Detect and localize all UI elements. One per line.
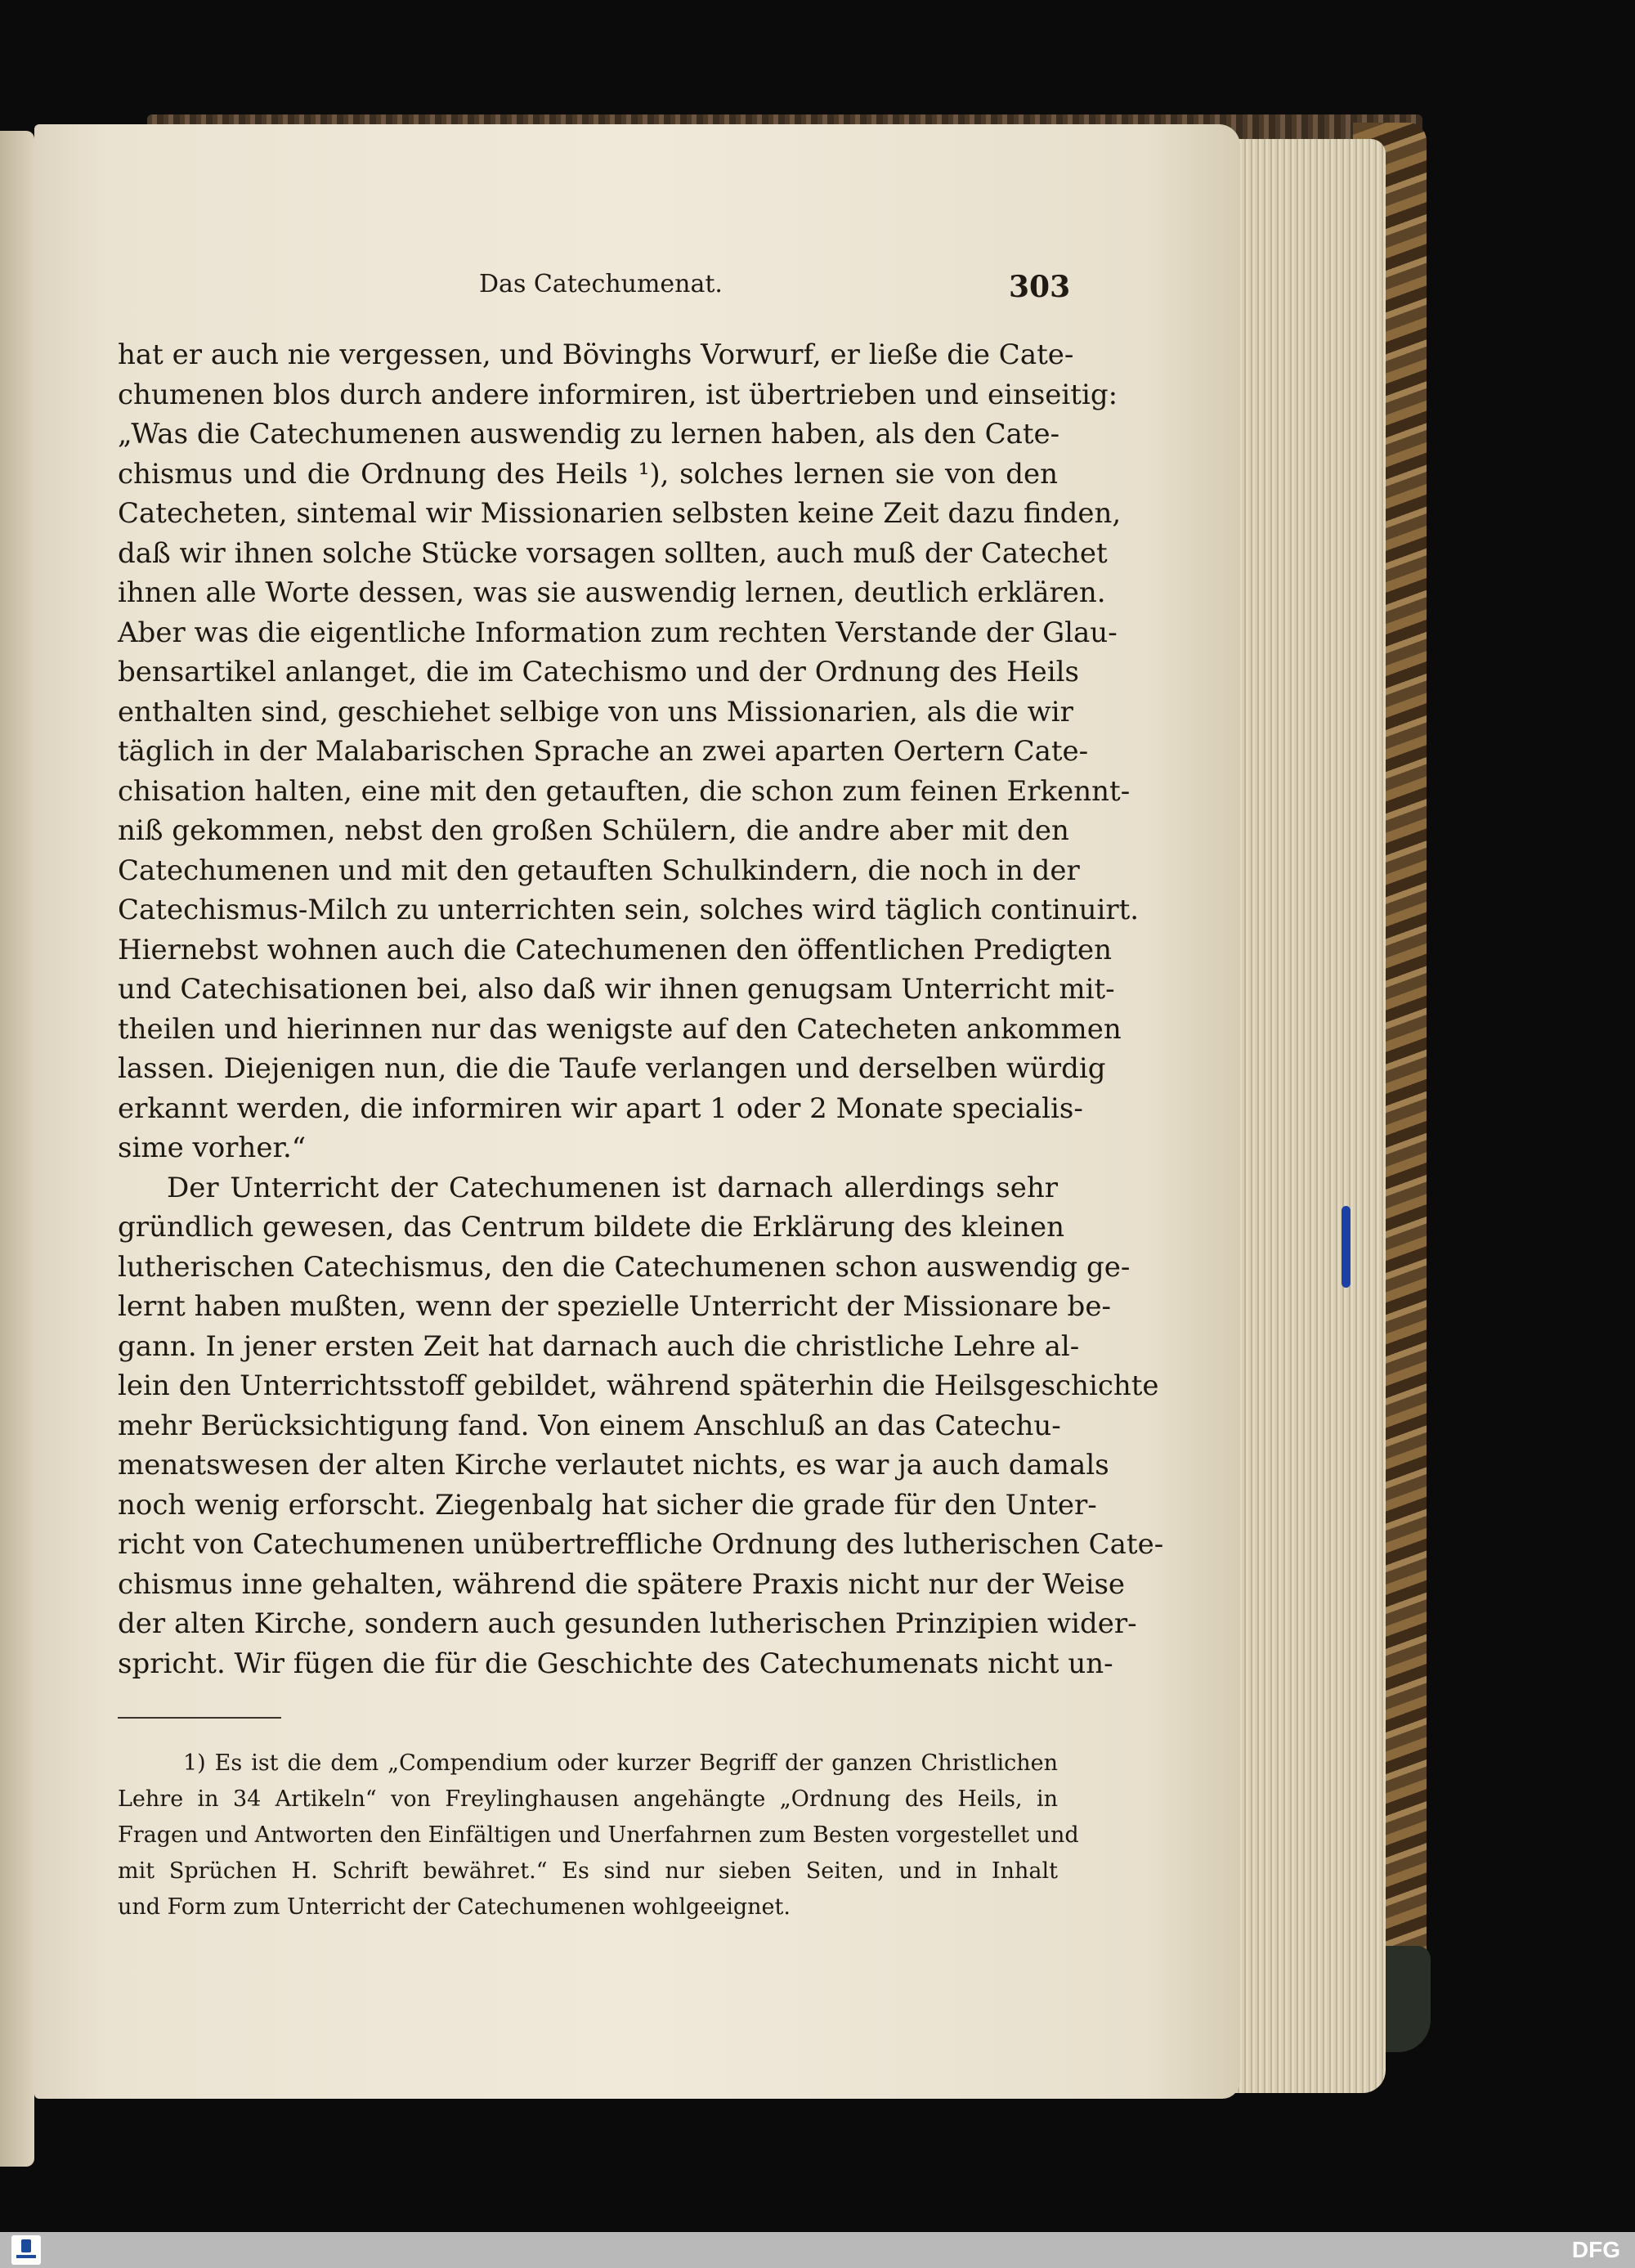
bookmark-ribbon	[1342, 1206, 1351, 1288]
footnote-line: Fragen und Antworten den Einfältigen und Unerfahrnen zum Besten vorgestellet und	[118, 1822, 1079, 1848]
text-line: chisation halten, eine mit den getauften, die schon zum feinen Erkennt-	[118, 774, 1131, 808]
text-line: Hiernebst wohnen auch die Catechumenen den öffentlichen Predigten	[118, 933, 1113, 966]
paragraph-start-line: Der Unterricht der Catechumenen ist darnach allerdings sehr	[167, 1171, 1058, 1204]
text-line: spricht. Wir fügen die für die Geschichte des Catechumenats nicht un-	[118, 1647, 1113, 1680]
text-line: und Catechisationen bei, also daß wir ihnen genugsam Unterricht mit-	[118, 973, 1115, 1006]
dfg-logo[interactable]: DFG	[1571, 2237, 1620, 2262]
text-line: „Was die Catechumenen auswendig zu lernen haben, als den Cate-	[118, 418, 1060, 450]
footnote-line: und Form zum Unterricht der Catechumenen wohlgeeignet.	[118, 1894, 791, 1920]
footnote-separator	[118, 1717, 281, 1719]
text-line: sime vorher.“	[118, 1132, 307, 1164]
footnote-line: Lehre in 34 Artikeln“ von Freylinghausen angehängte „Ordnung des Heils, in	[118, 1786, 1058, 1812]
library-logo-icon[interactable]	[11, 2235, 41, 2265]
text-line: ihnen alle Worte dessen, was sie auswendig lernen, deutlich erklären.	[118, 576, 1106, 609]
footer-bar	[0, 2232, 1635, 2268]
text-line: der alten Kirche, sondern auch gesunden lutherischen Prinzipien wider-	[118, 1607, 1137, 1640]
text-line: noch wenig erforscht. Ziegenbalg hat sicher die grade für den Unter-	[118, 1488, 1097, 1522]
text-line: lassen. Diejenigen nun, die die Taufe verlangen und derselben würdig	[118, 1052, 1106, 1085]
text-line: lutherischen Catechismus, den die Catechumenen schon auswendig ge-	[118, 1250, 1131, 1284]
text-line: theilen und hierinnen nur das wenigste auf den Catecheten ankommen	[118, 1012, 1122, 1046]
page-block-edges	[1222, 139, 1386, 2093]
text-line: niß gekommen, nebst den großen Schülern, die andre aber mit den	[118, 814, 1069, 847]
text-line: enthalten sind, geschiehet selbige von uns Missionarien, als die wir	[118, 695, 1073, 728]
text-line: lein den Unterrichtsstoff gebildet, während späterhin die Heilsgeschichte	[118, 1369, 1159, 1402]
text-line: gründlich gewesen, das Centrum bildete die Erklärung des kleinen	[118, 1211, 1064, 1244]
text-line: chismus inne gehalten, während die spätere Praxis nicht nur der Weise	[118, 1567, 1126, 1601]
footnote-line: mit Sprüchen H. Schrift bewähret.“ Es sind nur sieben Seiten, und in Inhalt	[118, 1858, 1058, 1884]
text-line: Catecheten, sintemal wir Missionarien selbsten keine Zeit dazu finden,	[118, 497, 1122, 530]
text-line: chismus und die Ordnung des Heils ¹), solches lernen sie von den	[118, 457, 1058, 491]
body-text	[118, 335, 1164, 1683]
book-cover-rim	[1382, 1946, 1431, 2052]
text-line: richt von Catechumenen unübertreffliche Ordnung des lutherischen Cate-	[118, 1528, 1164, 1561]
text-line: menatswesen der alten Kirche verlautet nichts, es war ja auch damals	[118, 1449, 1109, 1481]
previous-page-edge	[0, 131, 34, 2167]
footnote-line: 1) Es ist die dem „Compendium oder kurzer Begriff der ganzen Christlichen	[183, 1750, 1058, 1776]
running-title: Das Catechumenat.	[479, 270, 723, 298]
footnote	[118, 1746, 1079, 1925]
text-line: lernt haben mußten, wenn der spezielle Unterricht der Missionare be-	[118, 1290, 1111, 1323]
page-number: 303	[1009, 270, 1071, 304]
text-line: täglich in der Malabarischen Sprache an zwei aparten Oertern Cate-	[118, 735, 1089, 768]
text-line: hat er auch nie vergessen, und Bövinghs Vorwurf, er ließe die Cate-	[118, 338, 1074, 371]
text-line: Aber was die eigentliche Information zum rechten Verstande der Glau-	[118, 616, 1118, 649]
text-line: bensartikel anlanget, die im Catechismo und der Ordnung des Heils	[118, 656, 1079, 688]
text-line: mehr Berücksichtigung fand. Von einem Anschluß an das Catechu-	[118, 1409, 1061, 1442]
text-line: daß wir ihnen solche Stücke vorsagen sollten, auch muß der Catechet	[118, 536, 1108, 570]
text-line: Catechismus-Milch zu unterrichten sein, solches wird täglich continuirt.	[118, 894, 1140, 926]
text-line: Catechumenen und mit den getauften Schulkindern, die noch in der	[118, 854, 1080, 887]
text-line: gann. In jener ersten Zeit hat darnach auch die christliche Lehre al-	[118, 1329, 1080, 1363]
text-line: erkannt werden, die informiren wir apart 1 oder 2 Monate specialis-	[118, 1091, 1083, 1125]
text-line: chumenen blos durch andere informiren, ist übertrieben und einseitig:	[118, 378, 1118, 411]
